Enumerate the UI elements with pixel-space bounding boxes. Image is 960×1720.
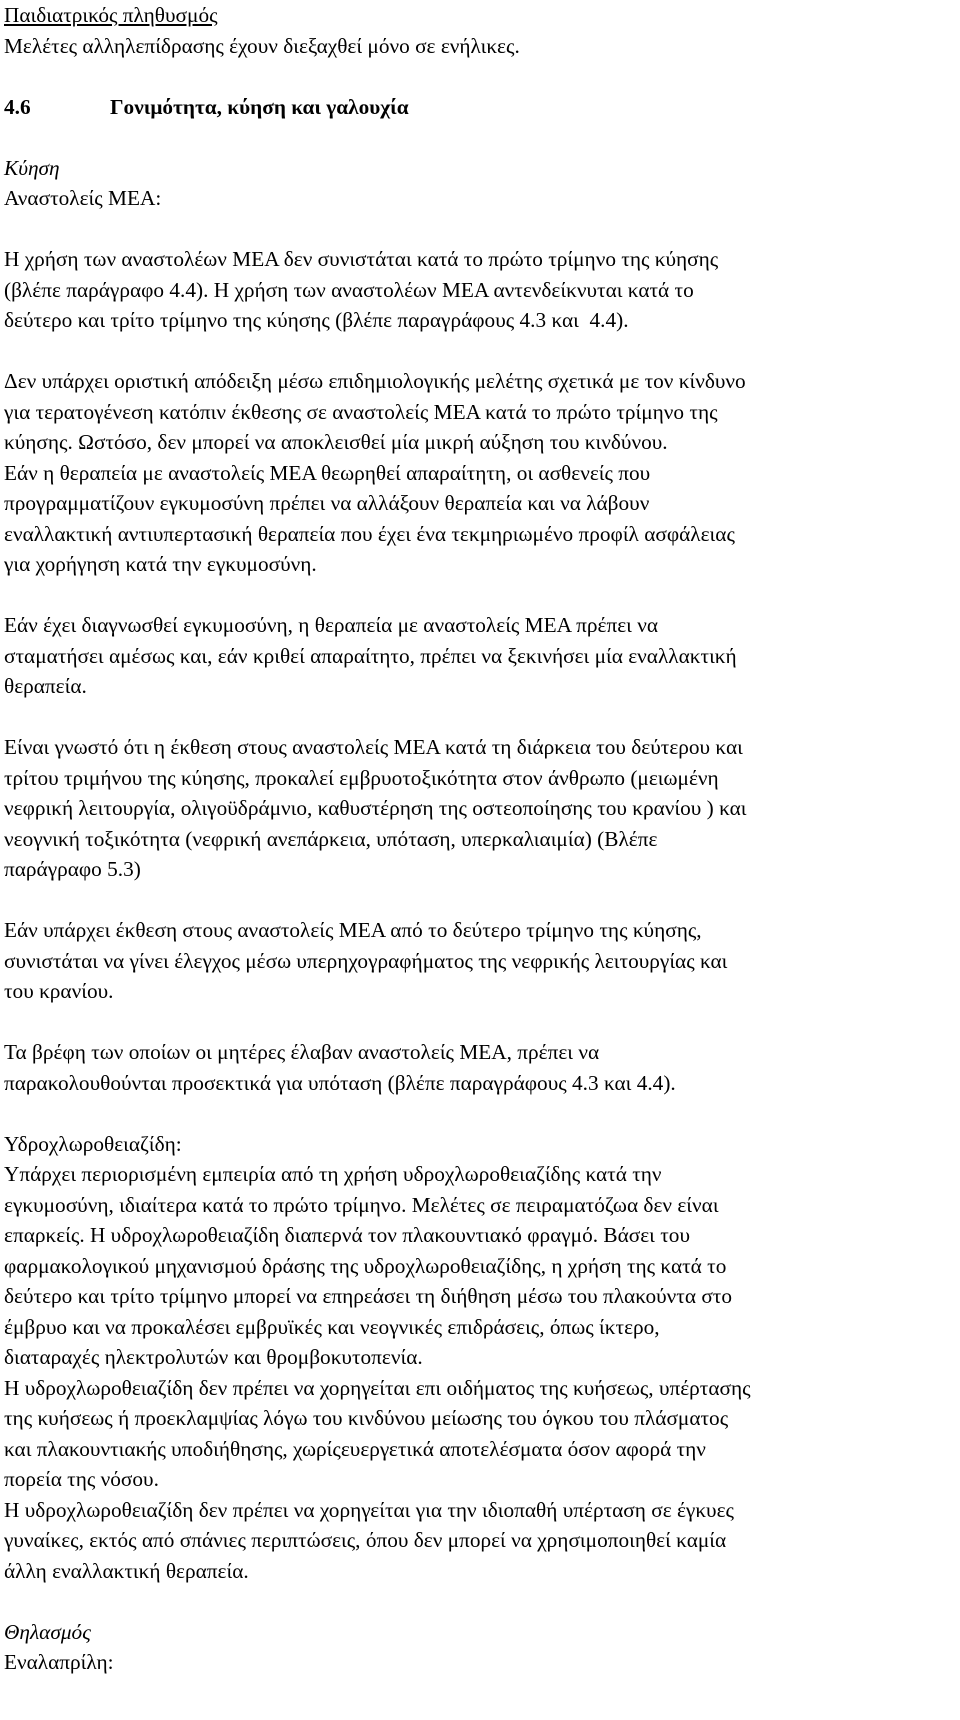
text-line: Είναι γνωστό ότι η έκθεση στους αναστολείς ΜΕΑ κατά τη διάρκεια του δεύτερου και bbox=[4, 735, 743, 759]
spacer bbox=[4, 1586, 944, 1617]
document-page bbox=[4, 0, 944, 1678]
text-line: πορεία της νόσου. bbox=[4, 1467, 159, 1491]
text-line: άλλη εναλλακτική θεραπεία. bbox=[4, 1558, 249, 1583]
text-line: Εάν υπάρχει έκθεση στους αναστολείς ΜΕΑ από το δεύτερο τρίμηνο της κύησης, bbox=[4, 918, 702, 942]
text-line: Η χρήση των αναστολέων ΜΕΑ δεν συνιστάται κατά το πρώτο τρίμηνο της κύησης bbox=[4, 247, 719, 271]
enalapril-heading: Εναλαπρίλη: bbox=[4, 1650, 114, 1674]
text-line: Εάν η θεραπεία με αναστολείς ΜΕΑ θεωρηθεί απαραίτητη, οι ασθενείς που bbox=[4, 460, 651, 485]
text-line: και πλακουντιακής υποδιήθησης, χωρίςευεργετικά αποτελέσματα όσον αφορά την bbox=[4, 1436, 706, 1461]
paragraph-teratogenicity bbox=[4, 366, 944, 580]
spacer bbox=[4, 580, 944, 611]
text-line: του κρανίου. bbox=[4, 979, 114, 1003]
text-line: συνιστάται να γίνει έλεγχος μέσω υπερηχογραφήματος της νεφρικής λειτουργίας και bbox=[4, 948, 728, 973]
text-line: Δεν υπάρχει οριστική απόδειξη μέσω επιδημιολογικής μελέτης σχετικά με τον κίνδυνο bbox=[4, 369, 746, 393]
text-line: νεφρική λειτουργία, ολιγοϋδράμνιο, καθυστέρηση της οστεοποίησης του κρανίου ) και bbox=[4, 796, 747, 820]
paragraph-diagnosed-pregnancy bbox=[4, 610, 944, 702]
text-line: προγραμματίζουν εγκυμοσύνη πρέπει να αλλάξουν θεραπεία και να λάβουν bbox=[4, 491, 650, 515]
text-line: (βλέπε παράγραφο 4.4). Η χρήση των αναστολέων ΜΕΑ αντενδείκνυται κατά το bbox=[4, 277, 694, 302]
lactation-heading: Θηλασμός bbox=[4, 1619, 91, 1644]
text-line: εναλλακτική αντιυπερτασική θεραπεία που έχει ένα τεκμηριωμένο προφίλ ασφάλειας bbox=[4, 521, 735, 546]
spacer bbox=[4, 885, 944, 916]
text-line: για τερατογένεση κατόπιν έκθεσης σε αναστολείς ΜΕΑ κατά το πρώτο τρίμηνο της bbox=[4, 399, 718, 424]
paragraph-fetotoxicity bbox=[4, 732, 944, 885]
text-line: θεραπεία. bbox=[4, 674, 87, 698]
text-line: Η υδροχλωροθειαζίδη δεν πρέπει να χορηγείται επι οιδήματος της κυήσεως, υπέρτασης bbox=[4, 1375, 751, 1400]
paragraph-infant-monitoring bbox=[4, 1037, 944, 1098]
spacer bbox=[4, 1098, 944, 1129]
text-line: Εάν έχει διαγνωσθεί εγκυμοσύνη, η θεραπεία με αναστολείς ΜΕΑ πρέπει να bbox=[4, 613, 659, 637]
paragraph-ultrasound-check bbox=[4, 915, 944, 1007]
text-line: εγκυμοσύνη, ιδιαίτερα κατά το πρώτο τρίμηνο. Μελέτες σε πειραματόζωα δεν είναι bbox=[4, 1192, 719, 1217]
text-line: Υπάρχει περιορισμένη εμπειρία από τη χρήση υδροχλωροθειαζίδης κατά την bbox=[4, 1162, 662, 1186]
spacer bbox=[4, 336, 944, 367]
text-line: γυναίκες, εκτός από σπάνιες περιπτώσεις, όπου δεν μπορεί να χρησιμοποιηθεί καμία bbox=[4, 1528, 727, 1552]
hctz-heading: Υδροχλωροθειαζίδη: bbox=[4, 1131, 182, 1156]
pregnancy-heading: Κύηση bbox=[4, 155, 60, 180]
text-line: Η υδροχλωροθειαζίδη δεν πρέπει να χορηγείται για την ιδιοπαθή υπέρταση σε έγκυες bbox=[4, 1497, 734, 1522]
text-line: της κυήσεως ή προεκλαμψίας λόγω του κινδύνου μείωσης του όγκου του πλάσματος bbox=[4, 1406, 729, 1430]
paediatric-text: Μελέτες αλληλεπίδρασης έχουν διεξαχθεί μόνο σε ενήλικες. bbox=[4, 33, 520, 58]
paediatric-heading: Παιδιατρικός πληθυσμός bbox=[4, 3, 218, 27]
text-line: σταματήσει αμέσως και, εάν κριθεί απαραίτητο, πρέπει να ξεκινήσει μία εναλλακτική bbox=[4, 643, 737, 668]
paragraph-ace-contraindication bbox=[4, 244, 944, 336]
text-line: για χορήγηση κατά την εγκυμοσύνη. bbox=[4, 552, 317, 576]
spacer bbox=[4, 61, 944, 92]
text-line: διαταραχές ηλεκτρολυτών και θρομβοκυτοπενία. bbox=[4, 1345, 423, 1369]
text-line: νεογνική τοξικότητα (νεφρική ανεπάρκεια, υπόταση, υπερκαλιαιμία) (Βλέπε bbox=[4, 826, 658, 851]
paragraph-hydrochlorothiazide bbox=[4, 1159, 944, 1586]
text-line: Τα βρέφη των οποίων οι μητέρες έλαβαν αναστολείς ΜΕΑ, πρέπει να bbox=[4, 1040, 600, 1064]
text-line: τρίτου τριμήνου της κύησης, προκαλεί εμβρυοτοξικότητα στον άνθρωπο (μειωμένη bbox=[4, 765, 719, 790]
spacer bbox=[4, 702, 944, 733]
text-line: φαρμακολογικού μηχανισμού δράσης της υδροχλωροθειαζίδης, η χρήση της κατά το bbox=[4, 1253, 727, 1278]
text-line: κύησης. Ωστόσο, δεν μπορεί να αποκλεισθεί μία μικρή αύξηση του κινδύνου. bbox=[4, 430, 668, 454]
text-line: έμβρυο και να προκαλέσει εμβρυϊκές και νεογνικές επιδράσεις, όπως ίκτερο, bbox=[4, 1314, 660, 1339]
text-line: δεύτερο και τρίτο τρίμηνο της κύησης (βλέπε παραγράφους 4.3 και 4.4). bbox=[4, 308, 629, 332]
text-line: παρακολουθούνται προσεκτικά για υπόταση (βλέπε παραγράφους 4.3 και 4.4). bbox=[4, 1070, 676, 1095]
section-title: Γονιμότητα, κύηση και γαλουχία bbox=[110, 94, 409, 119]
spacer bbox=[4, 214, 944, 245]
section-heading bbox=[4, 92, 944, 123]
spacer bbox=[4, 1007, 944, 1038]
spacer bbox=[4, 122, 944, 153]
text-line: παράγραφο 5.3) bbox=[4, 857, 141, 881]
section-number: 4.6 bbox=[4, 94, 31, 119]
text-line: δεύτερο και τρίτο τρίμηνο μπορεί να επηρεάσει τη διήθηση μέσω του πλακούντα στο bbox=[4, 1284, 733, 1308]
ace-heading: Αναστολείς ΜΕΑ: bbox=[4, 186, 162, 210]
text-line: επαρκείς. Η υδροχλωροθειαζίδη διαπερνά τον πλακουντιακό φραγμό. Βάσει του bbox=[4, 1223, 690, 1247]
